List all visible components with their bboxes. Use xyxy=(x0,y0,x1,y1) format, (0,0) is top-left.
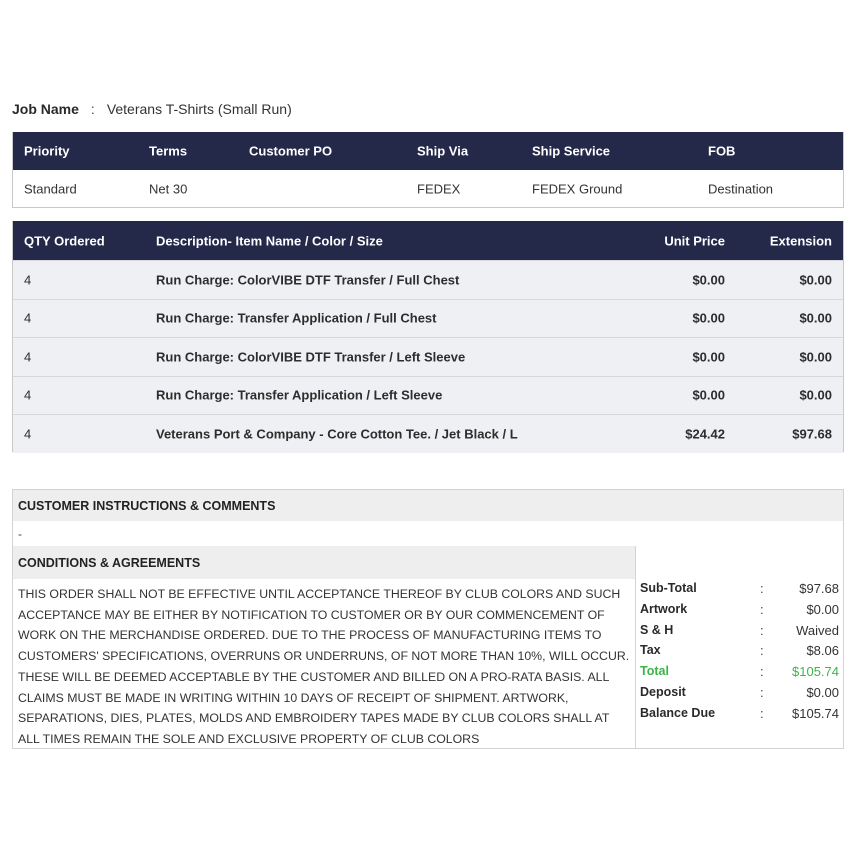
ship-via-value: FEDEX xyxy=(417,181,461,196)
total-row-subtotal xyxy=(636,579,843,600)
header-unit-price: Unit Price xyxy=(664,233,725,248)
artwork-value: $0.00 xyxy=(806,601,839,617)
description-cell: Veterans Port & Company - Core Cotton Tee. / Jet Black / L xyxy=(156,426,518,442)
total-row-artwork xyxy=(636,600,843,621)
priority-value: Standard xyxy=(24,181,77,196)
header-qty: QTY Ordered xyxy=(24,233,105,248)
description-cell: Run Charge: Transfer Application / Full Chest xyxy=(156,310,437,326)
unit-price-cell: $0.00 xyxy=(692,349,725,365)
header-customer-po: Customer PO xyxy=(249,143,333,159)
header-terms: Terms xyxy=(149,143,188,159)
tax-value: $8.06 xyxy=(806,643,839,659)
extension-cell: $0.00 xyxy=(799,349,832,365)
artwork-colon: : xyxy=(760,601,764,617)
qty-cell: 4 xyxy=(24,310,32,326)
header-extension: Extension xyxy=(769,233,832,248)
description-cell: Run Charge: ColorVIBE DTF Transfer / Left Sleeve xyxy=(156,349,466,365)
extension-cell: $97.68 xyxy=(792,426,832,442)
description-cell: Run Charge: ColorVIBE DTF Transfer / Full Chest xyxy=(156,272,460,288)
total-row-balance-due xyxy=(636,704,843,725)
header-description: Description- Item Name / Color / Size xyxy=(156,233,383,248)
header-priority: Priority xyxy=(24,143,70,159)
table-row xyxy=(13,414,843,453)
table-row xyxy=(13,299,843,338)
extension-cell: $0.00 xyxy=(799,310,832,326)
line-items-table xyxy=(12,221,844,452)
qty-cell: 4 xyxy=(24,387,32,403)
subtotal-value: $97.68 xyxy=(799,581,839,596)
job-name-label: Job Name xyxy=(12,101,79,117)
description-cell: Run Charge: Transfer Application / Left Sleeve xyxy=(156,387,443,403)
totals-panel xyxy=(636,546,843,748)
header-fob: FOB xyxy=(708,143,736,159)
qty-cell: 4 xyxy=(24,272,32,288)
table-row xyxy=(13,376,843,415)
header-ship-via: Ship Via xyxy=(417,143,469,159)
ship-service-value: FEDEX Ground xyxy=(532,181,623,196)
table-row xyxy=(13,260,843,299)
balance-due-colon: : xyxy=(760,705,764,721)
extension-cell: $0.00 xyxy=(799,272,832,288)
customer-instructions-body: - xyxy=(13,521,843,547)
total-row-tax xyxy=(636,641,843,662)
total-row-shipping xyxy=(636,621,843,642)
customer-instructions-title: CUSTOMER INSTRUCTIONS & COMMENTS xyxy=(13,490,843,521)
total-colon: : xyxy=(760,664,764,680)
order-info-row xyxy=(13,170,843,207)
subtotal-colon: : xyxy=(760,581,764,596)
header-ship-service: Ship Service xyxy=(532,143,611,159)
balance-due-label: Balance Due xyxy=(640,705,716,720)
tax-label: Tax xyxy=(640,643,661,658)
unit-price-cell: $24.42 xyxy=(685,426,725,442)
qty-cell: 4 xyxy=(24,426,32,442)
order-info-header xyxy=(13,132,843,170)
extension-cell: $0.00 xyxy=(799,387,832,403)
tax-colon: : xyxy=(760,643,764,659)
table-row xyxy=(13,337,843,376)
customer-instructions-section xyxy=(12,489,844,548)
deposit-colon: : xyxy=(760,684,764,700)
qty-cell: 4 xyxy=(24,349,32,365)
job-name-value: Veterans T-Shirts (Small Run) xyxy=(106,101,292,117)
line-items-header xyxy=(13,221,843,260)
conditions-section xyxy=(13,546,636,748)
job-name-line xyxy=(12,99,292,119)
total-value: $105.74 xyxy=(792,664,839,680)
unit-price-cell: $0.00 xyxy=(692,272,725,288)
terms-value: Net 30 xyxy=(149,181,188,196)
order-info-table xyxy=(12,132,844,208)
subtotal-label: Sub-Total xyxy=(640,581,697,595)
job-name-colon: : xyxy=(90,101,95,117)
total-row-deposit xyxy=(636,683,843,704)
conditions-text: THIS ORDER SHALL NOT BE EFFECTIVE UNTIL ACCEPTANCE THEREOF BY CLUB COLORS AND SUCH ACCEPTANCE MAY BE EITHER BY NOTIFICATION TO CUSTOMER OR BY OUR COMMENCEMENT OF WORK ON THE MERCHANDISE ORDERED. DUE TO THE PROCESS OF MANUFACTURING ITEMS TO CUSTOMERS' SPECIFICATIONS, OVERRUNS OR UNDERRUNS, OF NOT MORE THAN 10%, WILL OCCUR. THESE WILL BE DEEMED ACCEPTABLE BY THE CUSTOMER AND BILLED ON A PRO-RATA BASIS. ALL CLAIMS MUST BE MADE IN WRITING WITHIN 10 DAYS OF RECEIPT OF SHIPMENT. ARTWORK, SEPARATIONS, DIES, PLATES, MOLDS AND EMBROIDERY TAPES MADE BY CLUB COLORS SHALL AT ALL TIMES REMAIN THE SOLE AND EXCLUSIVE PROPERTY OF CLUB COLORS xyxy=(18,587,630,746)
unit-price-cell: $0.00 xyxy=(692,310,725,326)
artwork-label: Artwork xyxy=(640,601,688,616)
balance-due-value: $105.74 xyxy=(792,705,839,721)
deposit-label: Deposit xyxy=(640,684,686,699)
conditions-title: CONDITIONS & AGREEMENTS xyxy=(13,546,635,579)
unit-price-cell: $0.00 xyxy=(692,387,725,403)
conditions-and-totals xyxy=(12,546,844,749)
deposit-value: $0.00 xyxy=(806,684,839,700)
shipping-colon: : xyxy=(760,622,764,638)
total-label: Total xyxy=(640,664,669,679)
fob-value: Destination xyxy=(708,181,774,196)
total-row-total xyxy=(636,662,843,683)
shipping-value: Waived xyxy=(796,622,839,638)
shipping-label: S & H xyxy=(640,622,674,637)
